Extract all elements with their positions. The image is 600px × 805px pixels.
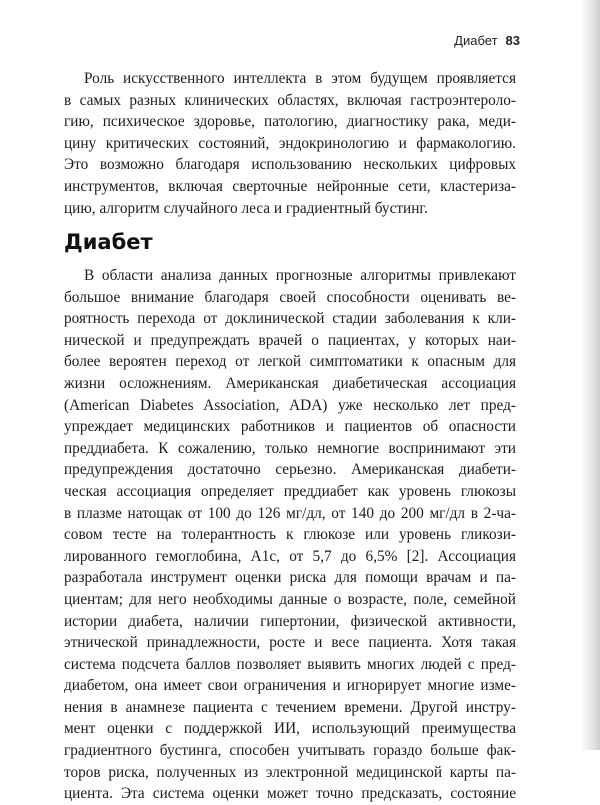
text-line: упреждает медицинских работников и пациентов об опасности <box>64 418 516 436</box>
text-line: ческая ассоциация определяет преддиабет как уровень глюкозы <box>64 482 516 500</box>
text-line: более вероятен переход от легкой симптоматики к опасным для <box>64 353 516 371</box>
text-line: гию, психическое здоровье, патологию, диагностику рака, меди- <box>64 113 516 131</box>
text-line: нической и предупреждать врачей о пациентах, у которых наи- <box>64 331 516 349</box>
page-number: 83 <box>505 33 520 48</box>
intro-paragraph <box>64 68 516 219</box>
text-line: мент оценки с поддержкой ИИ, использующий преимущества <box>64 720 516 738</box>
text-line: торов риска, полученных из электронной медицинской карты па- <box>64 763 516 781</box>
text-line: совом тесте на толерантность к глюкозе или уровень гликози- <box>64 526 516 544</box>
page-edge-shadow <box>580 0 600 750</box>
text-line: система подсчета баллов позволяет выявить многих людей с пред- <box>64 655 516 673</box>
text-line: большое внимание благодаря своей способности оценивать ве- <box>64 288 516 306</box>
text-line: Это возможно благодаря использованию нескольких цифровых <box>64 156 516 174</box>
text-line: цию, алгоритм случайного леса и градиентный бустинг. <box>64 199 428 217</box>
text-line: жизни осложнениям. Американская диабетическая ассоциация <box>64 374 516 392</box>
text-line: лированного гемоглобина, A1c, от 5,7 до 6,5% [2]. Ассоциация <box>64 547 516 565</box>
text-line: преддиабета. К сожалению, только немногие воспринимают эти <box>64 439 516 457</box>
text-line: В области анализа данных прогнозные алгоритмы привлекают <box>84 267 516 284</box>
text-line: разработала инструмент оценки риска для помощи врачам и па- <box>64 569 516 587</box>
text-line: роятность перехода от доклинической стадии заболевания к кли- <box>64 310 516 328</box>
text-line: циента. Эта система оценки может точно предсказать, состояние <box>64 785 516 803</box>
text-line: нения в анамнезе пациента с течением времени. Другой инстру- <box>64 698 516 716</box>
text-line: предупреждения достаточно серьезно. Американская диабети- <box>64 461 516 479</box>
text-line: Роль искусственного интеллекта в этом будущем проявляется <box>84 70 516 87</box>
text-line: диабетом, она имеет свои ограничения и игнорирует многие изме- <box>64 677 516 695</box>
section-heading: Диабет <box>64 230 153 254</box>
text-line: истории диабета, наличии гипертонии, физической активности, <box>64 612 516 630</box>
text-line: этнической принадлежности, росте и весе пациента. Хотя такая <box>64 634 516 652</box>
text-line: (American Diabetes Association, ADA) уже несколько лет пред- <box>64 396 516 414</box>
running-header <box>454 33 520 48</box>
header-section-title: Диабет <box>454 33 498 48</box>
text-line: в плазме натощак от 100 до 126 мг/дл, от 140 до 200 мг/дл в 2-ча- <box>64 504 516 522</box>
text-line: цину критических состояний, эндокринологию и фармакологию. <box>64 134 516 152</box>
text-line: инструментов, включая сверточные нейронные сети, кластериза- <box>64 177 516 195</box>
text-line: градиентного бустинга, способен учитывать гораздо больше фак- <box>64 742 516 760</box>
text-line: в самых разных клинических областях, включая гастроэнтероло- <box>64 91 516 109</box>
section-paragraph <box>64 265 516 805</box>
text-line: циентам; для него необходимы данные о возрасте, поле, семейной <box>64 590 516 608</box>
